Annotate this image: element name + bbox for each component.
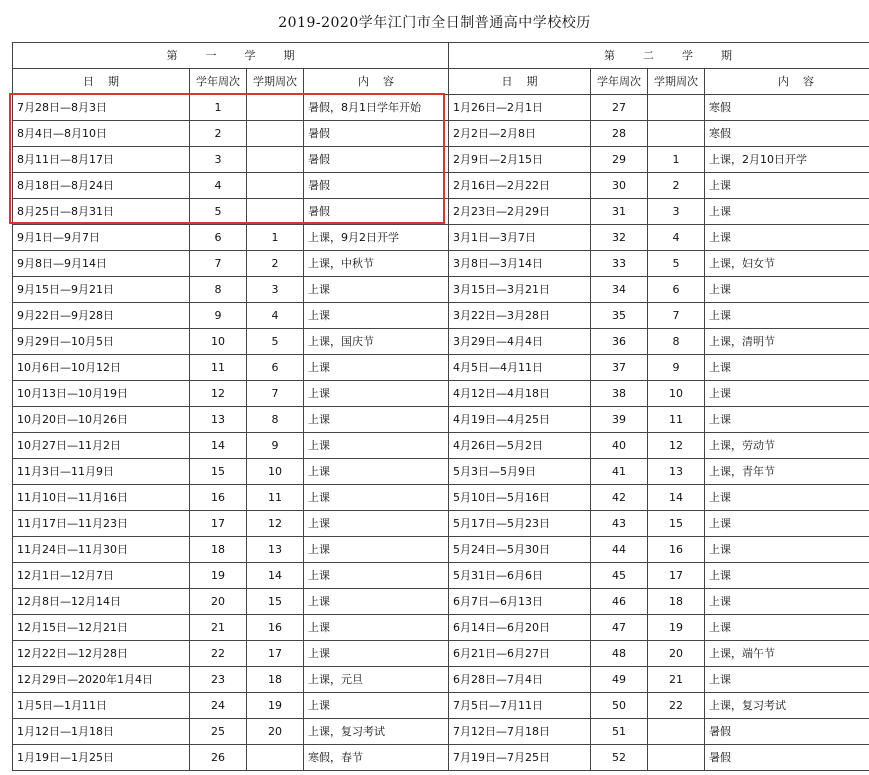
year-week-cell: 9 — [190, 303, 247, 329]
content-cell: 上课，国庆节 — [304, 329, 449, 355]
date-cell: 7月12日—7月18日 — [449, 719, 591, 745]
date-cell: 5月3日—5月9日 — [449, 459, 591, 485]
term-week-cell: 7 — [648, 303, 705, 329]
year-week-cell: 50 — [591, 693, 648, 719]
content-cell: 上课，端午节 — [705, 641, 869, 667]
date-cell: 8月18日—8月24日 — [13, 173, 190, 199]
date-cell: 5月31日—6月6日 — [449, 563, 591, 589]
col-term-week-header: 学期周次 — [648, 69, 705, 95]
content-cell: 暑假，8月1日学年开始 — [304, 95, 449, 121]
content-cell: 上课 — [705, 485, 869, 511]
table-row — [13, 589, 869, 615]
date-cell: 10月6日—10月12日 — [13, 355, 190, 381]
year-week-cell: 52 — [591, 745, 648, 771]
year-week-cell: 22 — [190, 641, 247, 667]
table-row — [13, 563, 869, 589]
table-row — [13, 719, 869, 745]
content-cell: 上课 — [705, 511, 869, 537]
date-cell: 7月19日—7月25日 — [449, 745, 591, 771]
term-week-cell: 3 — [648, 199, 705, 225]
content-cell: 上课，中秋节 — [304, 251, 449, 277]
content-cell: 上课，元旦 — [304, 667, 449, 693]
content-cell: 上课 — [304, 563, 449, 589]
term-week-cell: 1 — [648, 147, 705, 173]
date-cell: 1月26日—2月1日 — [449, 95, 591, 121]
content-cell: 上课 — [705, 355, 869, 381]
table-row — [13, 745, 869, 771]
table-row — [13, 121, 869, 147]
content-cell: 上课 — [304, 589, 449, 615]
date-cell: 12月22日—12月28日 — [13, 641, 190, 667]
year-week-cell: 26 — [190, 745, 247, 771]
year-week-cell: 44 — [591, 537, 648, 563]
year-week-cell: 38 — [591, 381, 648, 407]
date-cell: 7月5日—7月11日 — [449, 693, 591, 719]
year-week-cell: 18 — [190, 537, 247, 563]
year-week-cell: 19 — [190, 563, 247, 589]
semester-1-header: 第一学期 — [13, 43, 449, 69]
term-week-cell — [247, 199, 304, 225]
content-cell: 上课 — [705, 381, 869, 407]
term-week-cell: 13 — [648, 459, 705, 485]
term-week-cell: 11 — [648, 407, 705, 433]
term-week-cell: 4 — [648, 225, 705, 251]
term-week-cell: 14 — [648, 485, 705, 511]
term-week-cell — [247, 173, 304, 199]
date-cell: 12月15日—12月21日 — [13, 615, 190, 641]
year-week-cell: 10 — [190, 329, 247, 355]
content-cell: 上课 — [304, 511, 449, 537]
table-row — [13, 277, 869, 303]
term-week-cell — [247, 745, 304, 771]
table-row — [13, 199, 869, 225]
date-cell: 1月12日—1月18日 — [13, 719, 190, 745]
term-week-cell: 19 — [247, 693, 304, 719]
date-cell: 11月3日—11月9日 — [13, 459, 190, 485]
term-week-cell: 16 — [247, 615, 304, 641]
term-week-cell: 18 — [648, 589, 705, 615]
year-week-cell: 13 — [190, 407, 247, 433]
year-week-cell: 46 — [591, 589, 648, 615]
col-content-header: 内容 — [705, 69, 869, 95]
year-week-cell: 36 — [591, 329, 648, 355]
table-row — [13, 615, 869, 641]
term-week-cell: 5 — [247, 329, 304, 355]
year-week-cell: 11 — [190, 355, 247, 381]
table-row — [13, 485, 869, 511]
term-week-cell: 20 — [648, 641, 705, 667]
year-week-cell: 5 — [190, 199, 247, 225]
year-week-cell: 51 — [591, 719, 648, 745]
term-week-cell: 2 — [247, 251, 304, 277]
table-row — [13, 355, 869, 381]
term-week-cell — [247, 147, 304, 173]
date-cell: 2月9日—2月15日 — [449, 147, 591, 173]
table-row — [13, 381, 869, 407]
table-row — [13, 667, 869, 693]
date-cell: 1月5日—1月11日 — [13, 693, 190, 719]
content-cell: 上课 — [304, 355, 449, 381]
term-week-cell: 17 — [247, 641, 304, 667]
content-cell: 上课 — [304, 693, 449, 719]
table-row — [13, 173, 869, 199]
content-cell: 寒假 — [705, 95, 869, 121]
content-cell: 上课 — [304, 277, 449, 303]
table-row — [13, 95, 869, 121]
date-cell: 10月13日—10月19日 — [13, 381, 190, 407]
col-date-header: 日期 — [449, 69, 591, 95]
date-cell: 3月22日—3月28日 — [449, 303, 591, 329]
term-week-cell — [247, 95, 304, 121]
year-week-cell: 17 — [190, 511, 247, 537]
content-cell: 上课 — [705, 667, 869, 693]
content-cell: 上课 — [705, 407, 869, 433]
date-cell: 11月17日—11月23日 — [13, 511, 190, 537]
date-cell: 7月28日—8月3日 — [13, 95, 190, 121]
year-week-cell: 48 — [591, 641, 648, 667]
year-week-cell: 23 — [190, 667, 247, 693]
date-cell: 4月26日—5月2日 — [449, 433, 591, 459]
table-row — [13, 225, 869, 251]
term-week-cell: 9 — [247, 433, 304, 459]
date-cell: 6月28日—7月4日 — [449, 667, 591, 693]
date-cell: 8月11日—8月17日 — [13, 147, 190, 173]
year-week-cell: 2 — [190, 121, 247, 147]
year-week-cell: 35 — [591, 303, 648, 329]
year-week-cell: 45 — [591, 563, 648, 589]
year-week-cell: 40 — [591, 433, 648, 459]
date-cell: 1月19日—1月25日 — [13, 745, 190, 771]
term-week-cell: 19 — [648, 615, 705, 641]
content-cell: 暑假 — [705, 745, 869, 771]
date-cell: 6月21日—6月27日 — [449, 641, 591, 667]
year-week-cell: 33 — [591, 251, 648, 277]
year-week-cell: 8 — [190, 277, 247, 303]
col-content-header: 内容 — [304, 69, 449, 95]
content-cell: 上课，劳动节 — [705, 433, 869, 459]
col-year-week-header: 学年周次 — [190, 69, 247, 95]
year-week-cell: 49 — [591, 667, 648, 693]
year-week-cell: 21 — [190, 615, 247, 641]
content-cell: 上课 — [705, 589, 869, 615]
content-cell: 暑假 — [304, 121, 449, 147]
date-cell: 3月15日—3月21日 — [449, 277, 591, 303]
date-cell: 5月17日—5月23日 — [449, 511, 591, 537]
date-cell: 9月22日—9月28日 — [13, 303, 190, 329]
term-week-cell: 8 — [247, 407, 304, 433]
term-week-cell: 7 — [247, 381, 304, 407]
year-week-cell: 47 — [591, 615, 648, 641]
col-date-header: 日期 — [13, 69, 190, 95]
year-week-cell: 34 — [591, 277, 648, 303]
date-cell: 6月14日—6月20日 — [449, 615, 591, 641]
content-cell: 上课 — [705, 563, 869, 589]
term-week-cell: 10 — [648, 381, 705, 407]
term-week-cell: 16 — [648, 537, 705, 563]
table-row — [13, 303, 869, 329]
term-week-cell: 8 — [648, 329, 705, 355]
term-week-cell — [648, 121, 705, 147]
content-cell: 上课 — [304, 459, 449, 485]
content-cell: 上课 — [705, 199, 869, 225]
term-week-cell: 6 — [247, 355, 304, 381]
term-week-cell: 3 — [247, 277, 304, 303]
date-cell: 8月4日—8月10日 — [13, 121, 190, 147]
term-week-cell: 20 — [247, 719, 304, 745]
year-week-cell: 29 — [591, 147, 648, 173]
year-week-cell: 42 — [591, 485, 648, 511]
term-week-cell: 18 — [247, 667, 304, 693]
term-week-cell — [648, 95, 705, 121]
date-cell: 3月8日—3月14日 — [449, 251, 591, 277]
term-week-cell: 9 — [648, 355, 705, 381]
col-year-week-header: 学年周次 — [591, 69, 648, 95]
term-week-cell: 5 — [648, 251, 705, 277]
date-cell: 9月15日—9月21日 — [13, 277, 190, 303]
content-cell: 上课 — [705, 615, 869, 641]
col-term-week-header: 学期周次 — [247, 69, 304, 95]
column-header-row — [13, 69, 869, 95]
year-week-cell: 16 — [190, 485, 247, 511]
date-cell: 9月8日—9月14日 — [13, 251, 190, 277]
term-week-cell: 2 — [648, 173, 705, 199]
date-cell: 2月2日—2月8日 — [449, 121, 591, 147]
table-row — [13, 329, 869, 355]
term-week-cell — [247, 121, 304, 147]
date-cell: 9月29日—10月5日 — [13, 329, 190, 355]
date-cell: 12月29日—2020年1月4日 — [13, 667, 190, 693]
content-cell: 上课，9月2日开学 — [304, 225, 449, 251]
content-cell: 上课 — [304, 537, 449, 563]
term-week-cell: 12 — [648, 433, 705, 459]
content-cell: 暑假 — [304, 147, 449, 173]
date-cell: 12月8日—12月14日 — [13, 589, 190, 615]
content-cell: 上课 — [705, 303, 869, 329]
date-cell: 12月1日—12月7日 — [13, 563, 190, 589]
date-cell: 2月16日—2月22日 — [449, 173, 591, 199]
table-row — [13, 537, 869, 563]
year-week-cell: 4 — [190, 173, 247, 199]
semester-2-header: 第二学期 — [449, 43, 869, 69]
year-week-cell: 31 — [591, 199, 648, 225]
term-week-cell: 14 — [247, 563, 304, 589]
school-calendar-table — [12, 42, 869, 771]
content-cell: 上课 — [705, 537, 869, 563]
date-cell: 11月24日—11月30日 — [13, 537, 190, 563]
table-row — [13, 407, 869, 433]
year-week-cell: 30 — [591, 173, 648, 199]
year-week-cell: 1 — [190, 95, 247, 121]
semester-header-row — [13, 43, 869, 69]
term-week-cell: 6 — [648, 277, 705, 303]
content-cell: 暑假 — [304, 199, 449, 225]
year-week-cell: 3 — [190, 147, 247, 173]
content-cell: 上课 — [304, 303, 449, 329]
year-week-cell: 27 — [591, 95, 648, 121]
year-week-cell: 15 — [190, 459, 247, 485]
date-cell: 6月7日—6月13日 — [449, 589, 591, 615]
content-cell: 上课 — [304, 485, 449, 511]
year-week-cell: 12 — [190, 381, 247, 407]
term-week-cell: 15 — [648, 511, 705, 537]
year-week-cell: 14 — [190, 433, 247, 459]
date-cell: 5月10日—5月16日 — [449, 485, 591, 511]
term-week-cell: 4 — [247, 303, 304, 329]
content-cell: 寒假，春节 — [304, 745, 449, 771]
content-cell: 上课 — [304, 641, 449, 667]
year-week-cell: 43 — [591, 511, 648, 537]
term-week-cell: 11 — [247, 485, 304, 511]
content-cell: 上课，复习考试 — [705, 693, 869, 719]
content-cell: 上课，青年节 — [705, 459, 869, 485]
year-week-cell: 20 — [190, 589, 247, 615]
year-week-cell: 41 — [591, 459, 648, 485]
content-cell: 上课 — [304, 615, 449, 641]
date-cell: 4月5日—4月11日 — [449, 355, 591, 381]
term-week-cell: 21 — [648, 667, 705, 693]
year-week-cell: 28 — [591, 121, 648, 147]
year-week-cell: 37 — [591, 355, 648, 381]
year-week-cell: 6 — [190, 225, 247, 251]
content-cell: 上课，妇女节 — [705, 251, 869, 277]
year-week-cell: 7 — [190, 251, 247, 277]
table-row — [13, 433, 869, 459]
term-week-cell: 15 — [247, 589, 304, 615]
table-row — [13, 693, 869, 719]
term-week-cell — [648, 745, 705, 771]
date-cell: 11月10日—11月16日 — [13, 485, 190, 511]
term-week-cell: 10 — [247, 459, 304, 485]
term-week-cell: 1 — [247, 225, 304, 251]
content-cell: 暑假 — [705, 719, 869, 745]
table-row — [13, 459, 869, 485]
date-cell: 3月1日—3月7日 — [449, 225, 591, 251]
term-week-cell: 17 — [648, 563, 705, 589]
content-cell: 上课 — [705, 277, 869, 303]
date-cell: 10月27日—11月2日 — [13, 433, 190, 459]
content-cell: 上课 — [304, 407, 449, 433]
date-cell: 4月19日—4月25日 — [449, 407, 591, 433]
date-cell: 4月12日—4月18日 — [449, 381, 591, 407]
table-row — [13, 147, 869, 173]
content-cell: 暑假 — [304, 173, 449, 199]
page-title: 2019-2020学年江门市全日制普通高中学校校历 — [278, 15, 591, 31]
date-cell: 10月20日—10月26日 — [13, 407, 190, 433]
content-cell: 上课，清明节 — [705, 329, 869, 355]
year-week-cell: 32 — [591, 225, 648, 251]
content-cell: 上课 — [304, 381, 449, 407]
table-row — [13, 511, 869, 537]
table-row — [13, 251, 869, 277]
content-cell: 上课 — [304, 433, 449, 459]
content-cell: 上课 — [705, 225, 869, 251]
table-row — [13, 641, 869, 667]
date-cell: 8月25日—8月31日 — [13, 199, 190, 225]
content-cell: 寒假 — [705, 121, 869, 147]
term-week-cell — [648, 719, 705, 745]
term-week-cell: 22 — [648, 693, 705, 719]
content-cell: 上课 — [705, 173, 869, 199]
date-cell: 3月29日—4月4日 — [449, 329, 591, 355]
content-cell: 上课，复习考试 — [304, 719, 449, 745]
year-week-cell: 39 — [591, 407, 648, 433]
year-week-cell: 25 — [190, 719, 247, 745]
content-cell: 上课，2月10日开学 — [705, 147, 869, 173]
date-cell: 5月24日—5月30日 — [449, 537, 591, 563]
term-week-cell: 12 — [247, 511, 304, 537]
date-cell: 9月1日—9月7日 — [13, 225, 190, 251]
date-cell: 2月23日—2月29日 — [449, 199, 591, 225]
term-week-cell: 13 — [247, 537, 304, 563]
year-week-cell: 24 — [190, 693, 247, 719]
